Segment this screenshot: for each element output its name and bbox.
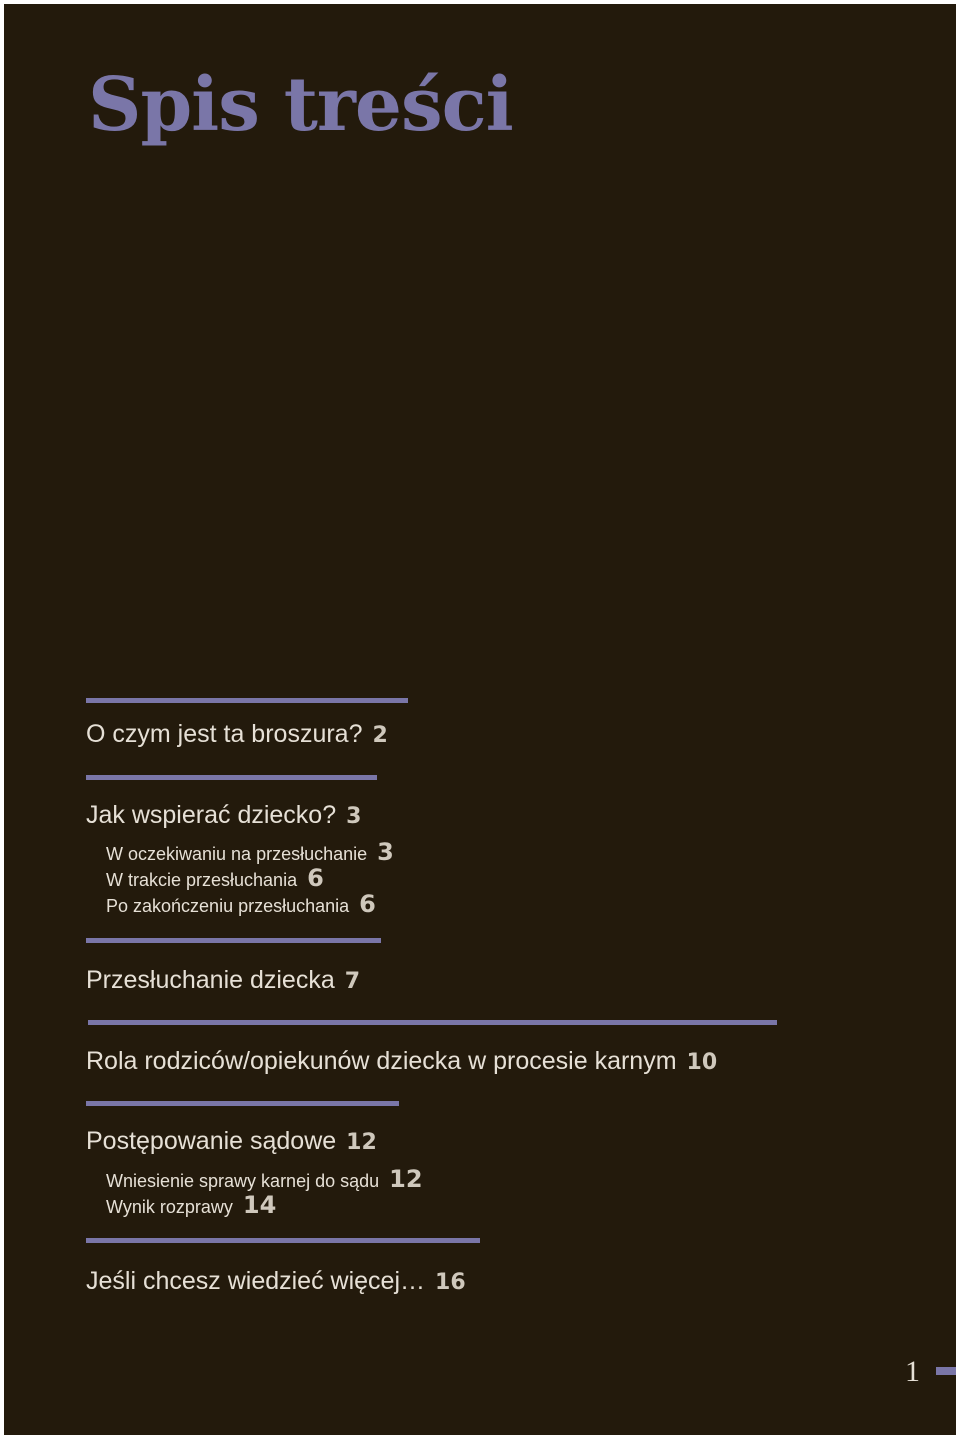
toc-entry-label: Jeśli chcesz wiedzieć więcej… [86,1267,426,1295]
toc-entry-court-proceedings[interactable] [86,1127,377,1156]
toc-subentry-label: Wniesienie sprawy karnej do sądu [106,1171,380,1191]
toc-entry-page: 3 [346,804,362,829]
toc-subentry-page: 14 [242,1191,277,1219]
toc-entry-parents-role[interactable] [86,1047,717,1076]
toc-subentry-filing-case[interactable] [106,1165,423,1193]
toc-entry-label: O czym jest ta broszura? [86,720,363,748]
toc-subentry-waiting[interactable] [106,838,394,866]
toc-entry-page: 16 [435,1270,466,1295]
toc-subentry-label: Po zakończeniu przesłuchania [106,896,350,916]
section-divider [86,1238,480,1243]
toc-subentry-after[interactable] [106,890,376,918]
toc-entry-page: 12 [346,1130,377,1155]
toc-subentry-label: W trakcie przesłuchania [106,870,298,890]
section-divider [86,698,408,703]
toc-entry-support-child[interactable] [86,801,361,830]
toc-subentry-page: 6 [307,864,324,892]
toc-subentry-page: 3 [377,838,394,866]
toc-entry-page: 2 [372,723,388,748]
toc-entry-label: Rola rodziców/opiekunów dziecka w procesie karnym [86,1047,677,1075]
page-title: Spis treści [88,62,513,148]
toc-subentry-page: 6 [359,890,376,918]
section-divider [86,775,377,780]
toc-subentry-label: W oczekiwaniu na przesłuchanie [106,844,368,864]
toc-entry-page: 10 [686,1050,718,1075]
toc-entry-about-brochure[interactable] [86,720,388,749]
page-number: 1 [905,1355,920,1388]
toc-subentry-verdict[interactable] [106,1191,276,1219]
page-number-marker [936,1367,956,1375]
page [4,4,956,1435]
section-divider [86,1101,399,1106]
toc-entry-page: 7 [344,969,361,994]
toc-subentry-during[interactable] [106,864,324,892]
toc-entry-label: Przesłuchanie dziecka [86,966,335,994]
toc-entry-label: Postępowanie sądowe [86,1127,337,1155]
section-divider [86,938,381,943]
toc-entry-label: Jak wspierać dziecko? [86,801,337,829]
section-divider [88,1020,777,1025]
toc-entry-interview[interactable] [86,966,360,995]
toc-subentry-label: Wynik rozprawy [106,1197,233,1217]
toc-entry-learn-more[interactable] [86,1267,466,1296]
toc-subentry-page: 12 [389,1165,423,1193]
